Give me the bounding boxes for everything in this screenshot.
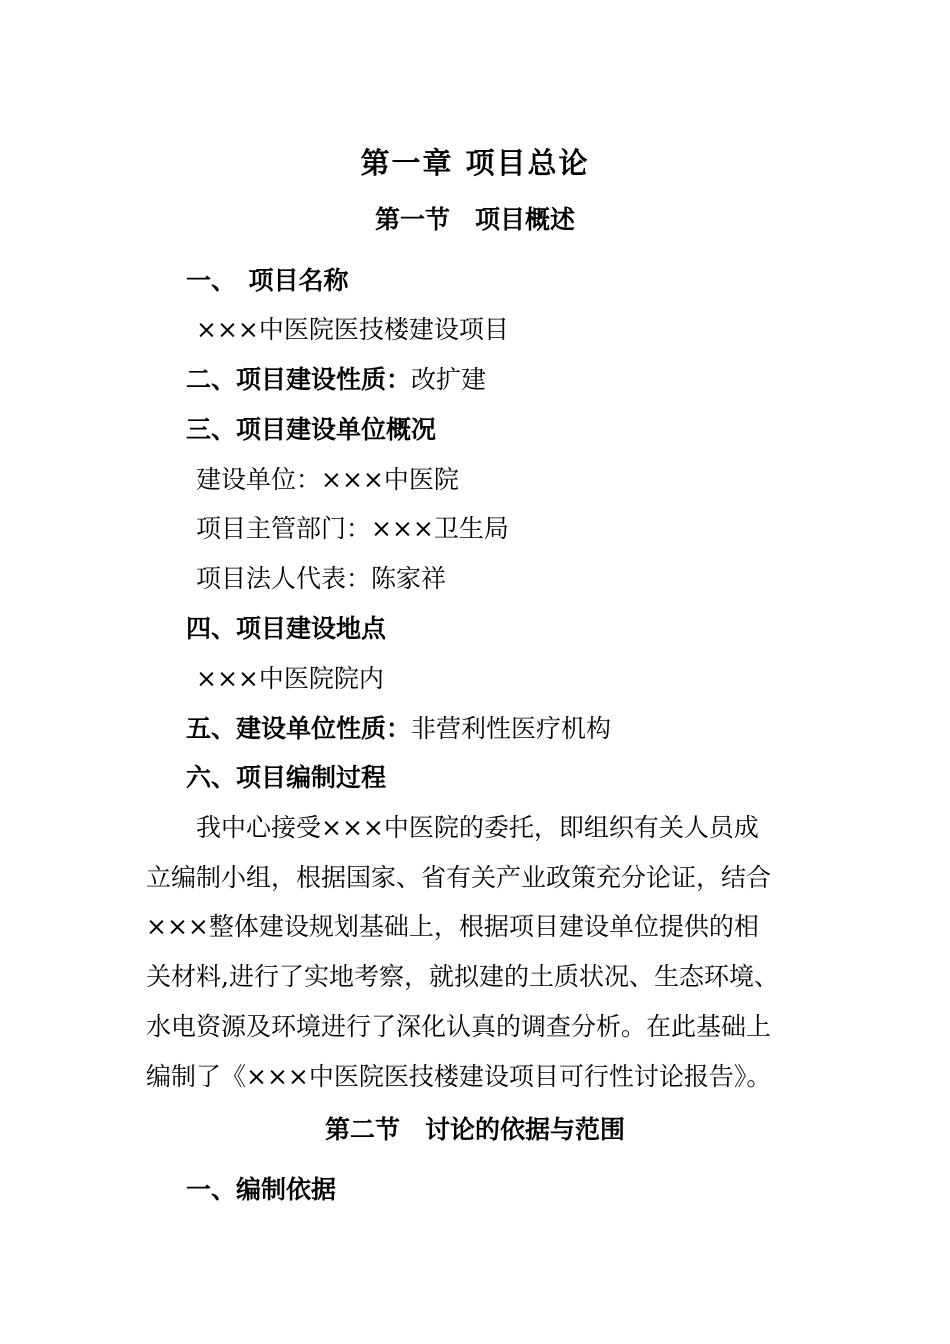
paragraph-line-6: 编制了《×××中医院医技楼建设项目可行性讨论报告》。 xyxy=(146,1062,772,1091)
item3-heading: 三、项目建设单位概况 xyxy=(186,415,437,444)
item2-line xyxy=(186,363,486,397)
item4-value: ×××中医院院内 xyxy=(196,664,384,693)
item6-heading: 六、项目编制过程 xyxy=(186,763,387,792)
item2-heading: 二、项目建设性质： xyxy=(186,365,412,394)
item5-value: 非营利性医疗机构 xyxy=(411,714,612,743)
paragraph-line-5: 水电资源及环境进行了深化认真的调查分析。在此基础上 xyxy=(146,1012,772,1041)
item5-heading: 五、建设单位性质： xyxy=(186,714,412,743)
item5-line xyxy=(186,712,611,746)
section-title-2: 第二节 讨论的依据与范围 xyxy=(324,1115,625,1144)
paragraph-line-3: ×××整体建设规划基础上，根据项目建设单位提供的相 xyxy=(146,912,759,941)
item1-heading: 一、 项目名称 xyxy=(186,266,349,295)
item3-line-1: 建设单位：×××中医院 xyxy=(196,465,459,494)
chapter-title: 第一章 项目总论 xyxy=(360,146,590,180)
paragraph-line-2: 立编制小组，根据国家、省有关产业政策充分论证，结合 xyxy=(146,863,772,892)
item1-value: ×××中医院医技楼建设项目 xyxy=(196,315,509,344)
paragraph-line-4: 关材料,进行了实地考察，就拟建的土质状况、生态环境、 xyxy=(146,962,779,991)
section2-item1-heading: 一、编制依据 xyxy=(186,1175,337,1204)
item3-line-2: 项目主管部门：×××卫生局 xyxy=(196,514,509,543)
item3-line-3: 项目法人代表：陈家祥 xyxy=(196,564,447,593)
paragraph-line-1: 我中心接受×××中医院的委托，即组织有关人员成 xyxy=(196,813,759,842)
section-title-1: 第一节 项目概述 xyxy=(374,205,575,234)
item4-heading: 四、项目建设地点 xyxy=(186,614,387,643)
item2-value: 改扩建 xyxy=(411,365,487,394)
